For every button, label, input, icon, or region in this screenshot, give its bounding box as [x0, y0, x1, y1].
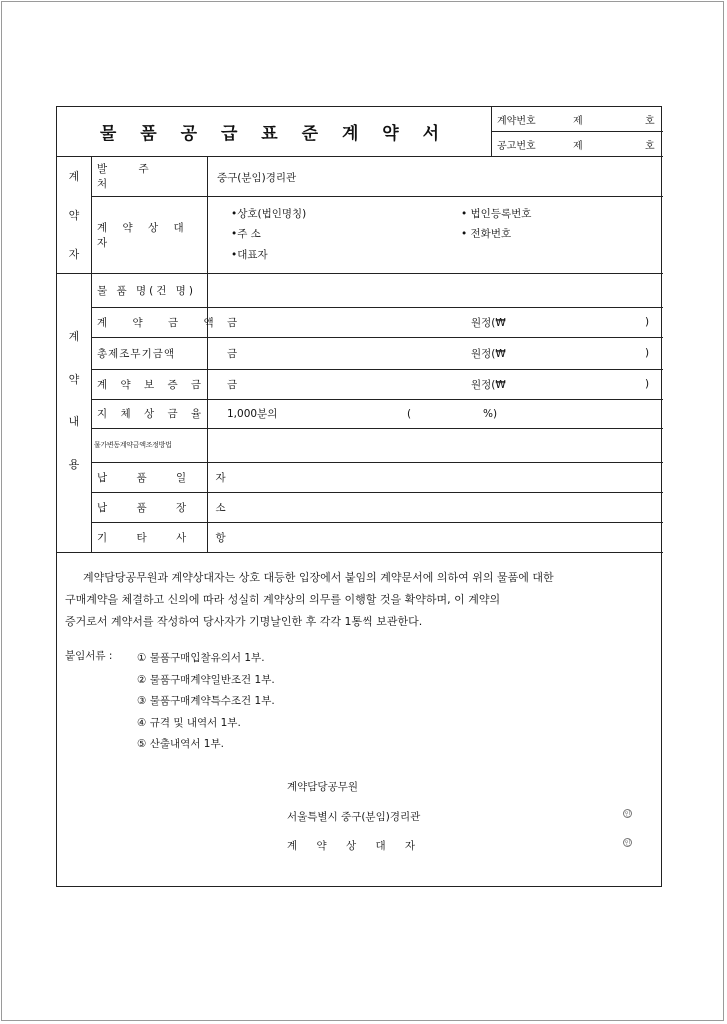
notice-number-prefix: 제: [573, 141, 583, 152]
orderer-value: 중구(분임)경리관: [217, 172, 297, 184]
deposit-won: 원정(₩: [471, 378, 506, 391]
delay-rate-open: (: [407, 407, 412, 420]
seal-icon: 인: [624, 811, 631, 818]
price-adjust-label: 물가변동계약금액조정방법: [94, 441, 172, 449]
attachment-item: ④ 규격 및 내역서 1부.: [137, 716, 241, 729]
contract-section-char: 계: [68, 330, 80, 344]
attachments-list: [137, 648, 275, 756]
paragraph-line: 증거로서 계약서를 작성하여 당사자가 기명날인한 후 각각 1통씩 보관한다.: [65, 615, 423, 628]
deposit-label: 계 약 보 증 금: [97, 378, 207, 391]
divider: [57, 552, 663, 553]
counterparty-label: 계 약 상 대 자: [97, 221, 190, 249]
contract-number-suffix: 호: [645, 116, 655, 127]
total-amount-won: 원정(₩: [471, 347, 506, 360]
total-amount-close: ): [645, 347, 650, 359]
seal-icon: 인: [624, 840, 631, 847]
divider: [91, 337, 663, 338]
paragraph-line: 계약담당공무원과 계약상대자는 상호 대등한 입장에서 붙임의 계약문서에 의하여 위의 물품에 대한: [83, 571, 554, 584]
attachment-item: ② 물품구매계약일반조건 1부.: [137, 673, 275, 686]
counterparty-item: • 전화번호: [461, 228, 512, 240]
contract-section-label: [57, 315, 91, 485]
agreement-paragraph: [65, 567, 659, 589]
contract-section-char: 약: [68, 372, 80, 386]
total-amount-prefix: 금: [227, 347, 238, 360]
delay-rate-label: 지 체 상 금 율: [97, 408, 207, 420]
contract-amount-label: 계 약 금 액: [97, 316, 225, 329]
parties-section-char: 약: [68, 208, 80, 222]
contract-section-char: 용: [68, 457, 80, 471]
contract-amount-prefix: 금: [227, 316, 238, 329]
divider: [91, 428, 663, 429]
delay-rate-close: %): [483, 407, 498, 420]
counterparty-item: •주 소: [231, 228, 261, 240]
notice-number-suffix: 호: [645, 141, 655, 152]
divider: [491, 131, 663, 132]
contract-document: [56, 106, 662, 887]
contract-number-prefix: 제: [573, 116, 583, 127]
item-name-label: 물 품 명(건 명): [97, 284, 196, 297]
officer-label: 계약담당공무원: [287, 781, 359, 793]
parties-section-label: [57, 156, 91, 273]
contract-amount-won: 원정(₩: [471, 316, 506, 329]
paragraph-line: 구매계약을 체결하고 신의에 따라 성실히 계약상의 의무를 이행할 것을 확약하며, 이 계약의: [65, 593, 501, 606]
attachments-label: 붙임서류 :: [65, 650, 113, 662]
contract-section-char: 내: [68, 415, 80, 429]
notice-number-label: 공고번호: [497, 141, 536, 152]
contract-amount-close: ): [645, 316, 650, 328]
counterparty-signature-label: 계 약 상 대 자: [287, 840, 424, 852]
agreement-paragraph: [65, 589, 659, 633]
parties-section-char: 자: [68, 247, 80, 261]
officer-name: 서울특별시 중구(분임)경리관: [287, 811, 421, 823]
delivery-place-label: 납 품 장 소: [97, 501, 239, 514]
counterparty-item: •상호(법인명칭): [231, 208, 307, 220]
attachment-item: ③ 물품구매계약특수조건 1부.: [137, 695, 275, 707]
deposit-prefix: 금: [227, 378, 238, 391]
deposit-close: ): [645, 378, 650, 390]
other-notes-label: 기 타 사 항: [97, 531, 239, 544]
delivery-date-label: 납 품 일 자: [97, 471, 239, 484]
counterparty-item: •대표자: [231, 249, 268, 261]
document-title: 물 품 공 급 표 준 계 약 서: [99, 124, 449, 144]
delay-rate-prefix: 1,000분의: [227, 408, 278, 420]
contract-number-label: 계약번호: [497, 116, 536, 127]
parties-section-char: 계: [68, 169, 80, 183]
total-amount-label: 총제조무기금액: [97, 347, 176, 360]
counterparty-item: • 법인등록번호: [461, 208, 532, 220]
attachment-item: ⑤ 산출내역서 1부.: [137, 738, 224, 750]
attachment-item: ① 물품구매입찰유의서 1부.: [137, 652, 265, 664]
orderer-label: 발 주 처: [97, 163, 163, 190]
